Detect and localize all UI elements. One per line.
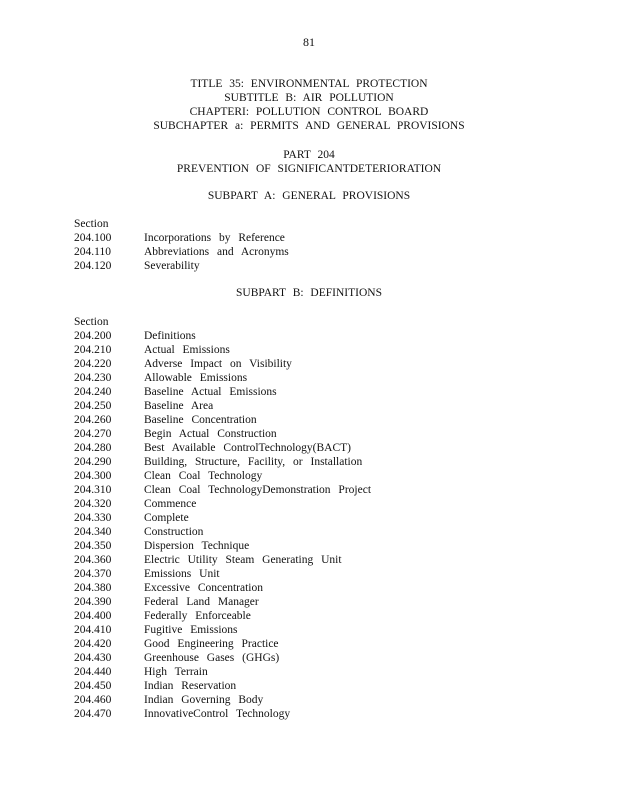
section-entry xyxy=(74,399,371,413)
title-line: TITLE 35: ENVIRONMENTAL PROTECTION xyxy=(190,78,428,90)
section-entry xyxy=(74,567,371,581)
section-title: Indian Governing Body xyxy=(144,694,264,706)
section-number: 204.390 xyxy=(74,596,112,608)
section-number: 204.200 xyxy=(74,330,112,342)
section-number: 204.120 xyxy=(74,260,112,272)
section-entry xyxy=(74,651,371,665)
section-title: Good Engineering Practice xyxy=(144,638,279,650)
section-entry xyxy=(74,357,371,371)
section-number: 204.430 xyxy=(74,652,112,664)
section-title: Complete xyxy=(144,512,189,524)
section-number: 204.290 xyxy=(74,456,112,468)
section-title: Federal Land Manager xyxy=(144,596,259,608)
section-number: 204.440 xyxy=(74,666,112,678)
section-entry xyxy=(74,609,371,623)
section-title: Begin Actual Construction xyxy=(144,428,277,440)
section-entry xyxy=(74,329,371,343)
section-entry xyxy=(74,413,371,427)
section-title: Adverse Impact on Visibility xyxy=(144,358,292,370)
section-title: Indian Reservation xyxy=(144,680,237,692)
section-entry xyxy=(74,665,371,679)
section-number: 204.460 xyxy=(74,694,112,706)
subpart-a-section-list xyxy=(74,217,289,273)
section-title: Commence xyxy=(144,498,197,510)
section-number: 204.380 xyxy=(74,582,112,594)
section-title: Baseline Actual Emissions xyxy=(144,386,277,398)
section-title: Excessive Concentration xyxy=(144,582,264,594)
section-title: Fugitive Emissions xyxy=(144,624,238,636)
section-number: 204.360 xyxy=(74,554,112,566)
section-number: 204.450 xyxy=(74,680,112,692)
subtitle-line: SUBTITLE B: AIR POLLUTION xyxy=(224,92,394,104)
section-number: 204.220 xyxy=(74,358,112,370)
subpart-b-title: SUBPART B: DEFINITIONS xyxy=(236,287,382,299)
page-number: 81 xyxy=(303,35,315,49)
part-number: PART 204 xyxy=(283,149,335,161)
section-column-label: Section xyxy=(74,218,109,230)
section-number: 204.410 xyxy=(74,624,112,636)
section-title: Emissions Unit xyxy=(144,568,220,580)
section-entry xyxy=(74,693,371,707)
section-entry xyxy=(74,707,371,721)
section-entry xyxy=(74,343,371,357)
section-entry xyxy=(74,455,371,469)
section-title: Best Available ControlTechnology(BACT) xyxy=(144,442,352,454)
subpart-a-heading xyxy=(0,189,618,203)
subpart-a-title: SUBPART A: GENERAL PROVISIONS xyxy=(207,190,411,202)
part-heading xyxy=(0,148,618,176)
section-number: 204.340 xyxy=(74,526,112,538)
section-entry xyxy=(74,245,289,259)
section-title: Federally Enforceable xyxy=(144,610,251,622)
section-number: 204.400 xyxy=(74,610,112,622)
section-entry xyxy=(74,679,371,693)
section-title: High Terrain xyxy=(144,666,208,678)
section-entry xyxy=(74,441,371,455)
section-number: 204.280 xyxy=(74,442,112,454)
section-number: 204.110 xyxy=(74,246,111,258)
section-entry xyxy=(74,539,371,553)
section-title: Allowable Emissions xyxy=(144,372,248,384)
subpart-b-section-list xyxy=(74,315,371,721)
title-block xyxy=(0,77,618,133)
section-entry xyxy=(74,581,371,595)
section-entry xyxy=(74,511,371,525)
section-entry xyxy=(74,259,289,273)
section-entry xyxy=(74,385,371,399)
section-title: Severability xyxy=(144,260,200,272)
section-title: Actual Emissions xyxy=(144,344,230,356)
section-number: 204.370 xyxy=(74,568,112,580)
section-entry xyxy=(74,371,371,385)
section-title: Electric Utility Steam Generating Unit xyxy=(144,554,342,566)
section-number: 204.210 xyxy=(74,344,112,356)
section-entry xyxy=(74,231,289,245)
section-number: 204.330 xyxy=(74,512,112,524)
part-name: PREVENTION OF SIGNIFICANTDETERIORATION xyxy=(176,163,442,175)
section-title: Building, Structure, Facility, or Installation xyxy=(144,456,363,468)
section-title: Dispersion Technique xyxy=(144,540,250,552)
section-title: Definitions xyxy=(144,330,196,342)
section-title: Greenhouse Gases (GHGs) xyxy=(144,652,280,664)
section-number: 204.310 xyxy=(74,484,112,496)
subchapter-line: SUBCHAPTER a: PERMITS AND GENERAL PROVISIONS xyxy=(153,120,465,132)
section-number: 204.240 xyxy=(74,386,112,398)
section-entry xyxy=(74,525,371,539)
section-title: InnovativeControl Technology xyxy=(144,708,291,720)
section-number: 204.250 xyxy=(74,400,112,412)
section-entry xyxy=(74,553,371,567)
section-title: Incorporations by Reference xyxy=(144,232,285,244)
section-title: Baseline Concentration xyxy=(144,414,257,426)
section-title: Clean Coal TechnologyDemonstration Project xyxy=(144,484,372,496)
section-number: 204.270 xyxy=(74,428,112,440)
section-number: 204.470 xyxy=(74,708,112,720)
section-column-label: Section xyxy=(74,316,109,328)
section-title: Clean Coal Technology xyxy=(144,470,263,482)
section-entry xyxy=(74,427,371,441)
section-number: 204.300 xyxy=(74,470,112,482)
section-number: 204.350 xyxy=(74,540,112,552)
section-title: Construction xyxy=(144,526,204,538)
section-number: 204.420 xyxy=(74,638,112,650)
section-title: Baseline Area xyxy=(144,400,214,412)
section-entry xyxy=(74,637,371,651)
section-entry xyxy=(74,483,371,497)
section-number: 204.260 xyxy=(74,414,112,426)
section-entry xyxy=(74,469,371,483)
section-title: Abbreviations and Acronyms xyxy=(144,246,289,258)
section-entry xyxy=(74,497,371,511)
section-entry xyxy=(74,623,371,637)
section-number: 204.320 xyxy=(74,498,112,510)
subpart-b-heading xyxy=(0,286,618,300)
section-number: 204.100 xyxy=(74,232,112,244)
section-entry xyxy=(74,595,371,609)
chapter-line: CHAPTERI: POLLUTION CONTROL BOARD xyxy=(189,106,429,118)
section-number: 204.230 xyxy=(74,372,112,384)
